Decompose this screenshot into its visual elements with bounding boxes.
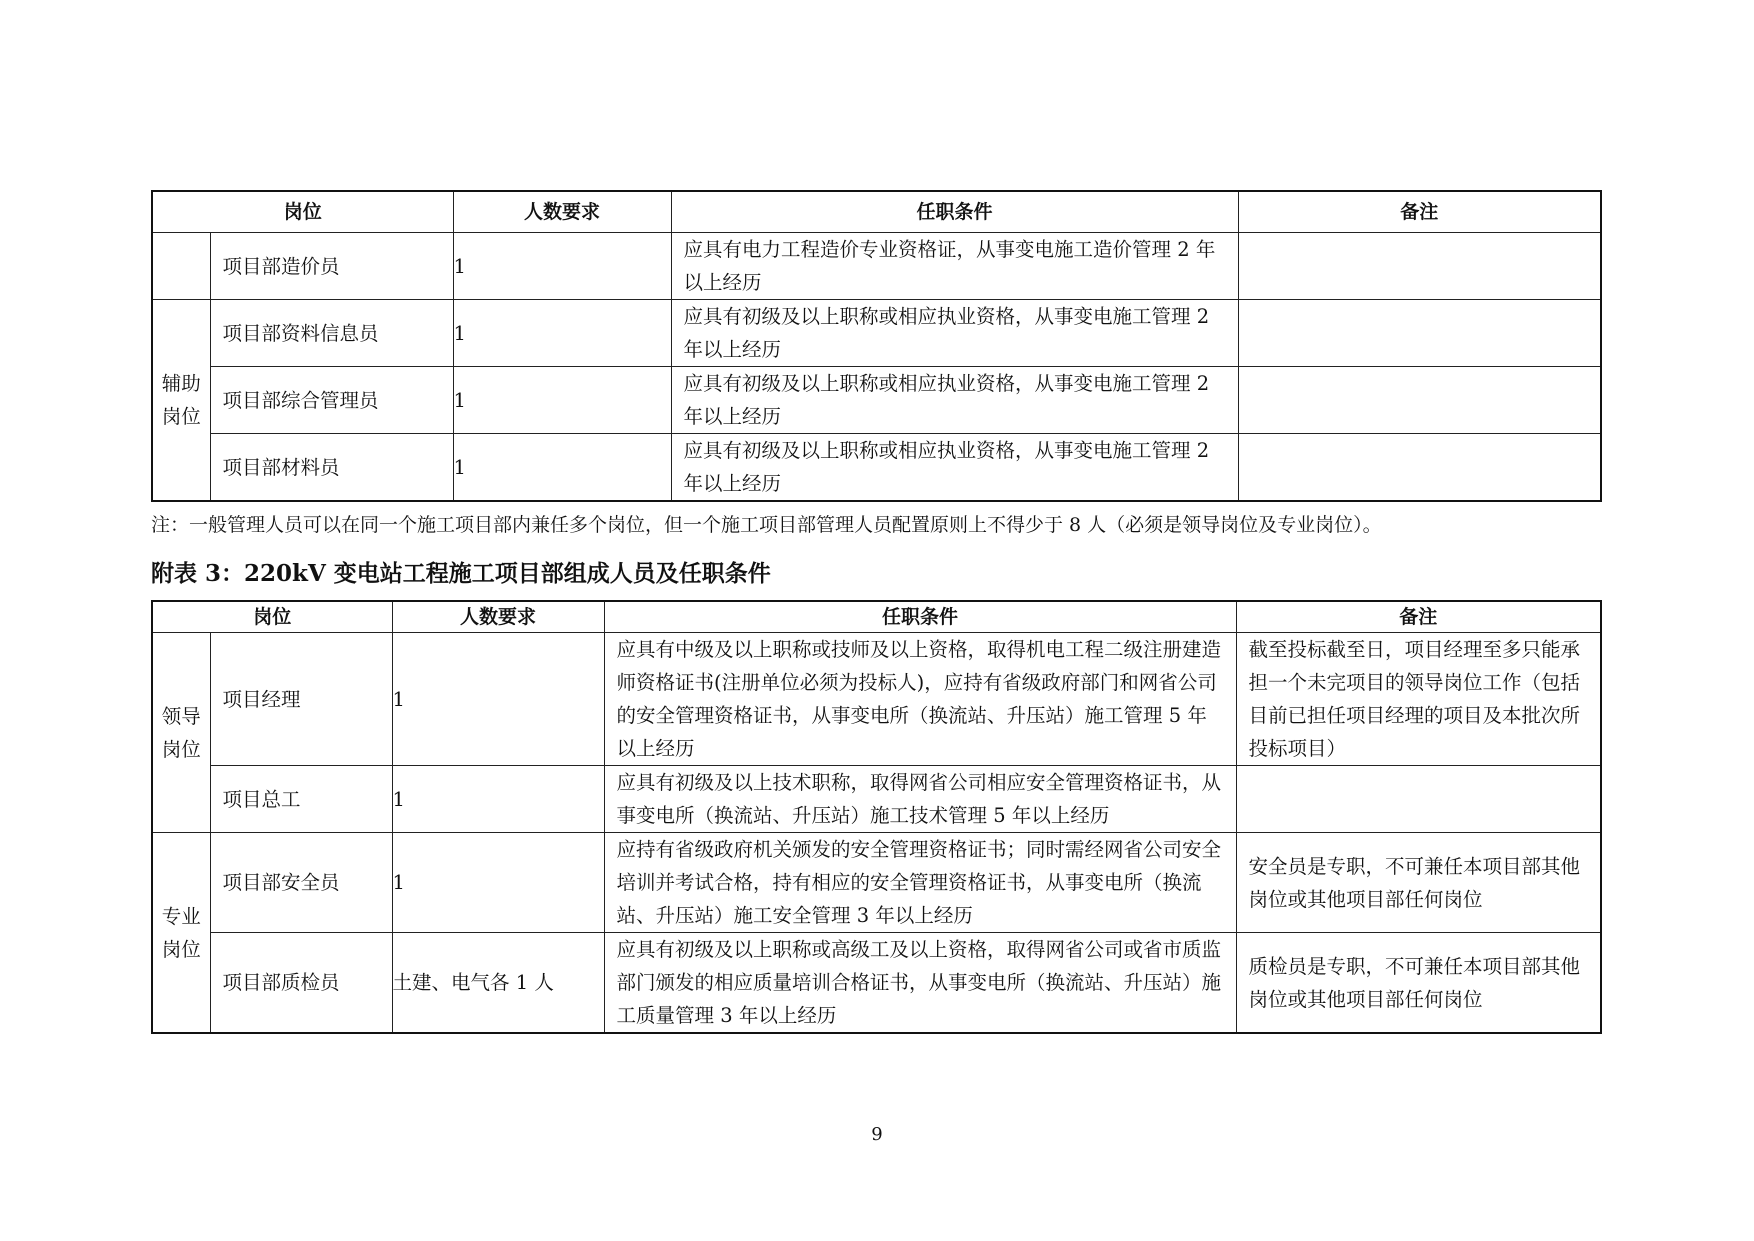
- remark-cell: 安全员是专职，不可兼任本项目部其他岗位或其他项目部任何岗位: [1236, 833, 1601, 933]
- appendix-title: 附表 3：220kV 变电站工程施工项目部组成人员及任职条件: [151, 560, 771, 587]
- requirement-cell: 应持有省级政府机关颁发的安全管理资格证书；同时需经网省公司安全培训并考试合格，持有相应的安全管理资格证书，从事变电所（换流站、升压站）施工安全管理 3 年以上经历: [604, 833, 1236, 933]
- position-cell: 项目部综合管理员: [210, 367, 453, 434]
- requirement-cell: 应具有初级及以上技术职称，取得网省公司相应安全管理资格证书，从事变电所（换流站、升压站）施工技术管理 5 年以上经历: [604, 766, 1236, 833]
- category-cell: 专业岗位: [152, 833, 210, 1034]
- table-row: [152, 633, 1601, 766]
- remark-cell: 质检员是专职，不可兼任本项目部其他岗位或其他项目部任何岗位: [1236, 933, 1601, 1034]
- header-count: 人数要求: [392, 601, 604, 633]
- category-cell: [152, 233, 210, 300]
- category-cell: 领导岗位: [152, 633, 210, 833]
- count-cell: 1: [392, 633, 604, 766]
- header-remark: 备注: [1238, 191, 1601, 233]
- remark-cell: [1238, 367, 1601, 434]
- remark-cell: [1238, 434, 1601, 502]
- remark-cell: [1238, 233, 1601, 300]
- header-requirement: 任职条件: [671, 191, 1238, 233]
- remark-cell: 截至投标截至日，项目经理至多只能承担一个未完项目的领导岗位工作（包括目前已担任项目经理的项目及本批次所投标项目）: [1236, 633, 1601, 766]
- header-remark: 备注: [1236, 601, 1601, 633]
- position-cell: 项目部造价员: [210, 233, 453, 300]
- requirement-cell: 应具有初级及以上职称或相应执业资格，从事变电施工管理 2 年以上经历: [671, 367, 1238, 434]
- count-cell: 1: [453, 300, 671, 367]
- count-cell: 1: [392, 766, 604, 833]
- requirement-cell: 应具有电力工程造价专业资格证，从事变电施工造价管理 2 年以上经历: [671, 233, 1238, 300]
- position-cell: 项目部安全员: [210, 833, 392, 933]
- page-number: 9: [871, 1124, 883, 1145]
- table-row: [152, 933, 1601, 1034]
- table-note: 注：一般管理人员可以在同一个施工项目部内兼任多个岗位，但一个施工项目部管理人员配置原则上不得少于 8 人（必须是领导岗位及专业岗位）。: [151, 514, 1382, 536]
- count-cell: 1: [453, 367, 671, 434]
- staffing-table-220kv: [151, 600, 1602, 1034]
- table-row: [152, 766, 1601, 833]
- category-cell: 辅助岗位: [152, 300, 210, 502]
- staffing-table-continued: [151, 190, 1602, 502]
- position-cell: 项目部材料员: [210, 434, 453, 502]
- remark-cell: [1236, 766, 1601, 833]
- requirement-cell: 应具有初级及以上职称或高级工及以上资格，取得网省公司或省市质监部门颁发的相应质量培训合格证书，从事变电所（换流站、升压站）施工质量管理 3 年以上经历: [604, 933, 1236, 1034]
- table-header-row: [152, 601, 1601, 633]
- position-cell: 项目经理: [210, 633, 392, 766]
- position-cell: 项目总工: [210, 766, 392, 833]
- table-row: [152, 300, 1601, 367]
- header-requirement: 任职条件: [604, 601, 1236, 633]
- header-position: 岗位: [152, 191, 453, 233]
- table-row: [152, 233, 1601, 300]
- table-header-row: [152, 191, 1601, 233]
- position-cell: 项目部质检员: [210, 933, 392, 1034]
- table-row: [152, 833, 1601, 933]
- table-row: [152, 434, 1601, 502]
- header-count: 人数要求: [453, 191, 671, 233]
- requirement-cell: 应具有中级及以上职称或技师及以上资格，取得机电工程二级注册建造师资格证书(注册单位必须为投标人)，应持有省级政府部门和网省公司的安全管理资格证书，从事变电所（换流站、升压站）施工管理 5 年以上经历: [604, 633, 1236, 766]
- remark-cell: [1238, 300, 1601, 367]
- position-cell: 项目部资料信息员: [210, 300, 453, 367]
- count-cell: 1: [453, 434, 671, 502]
- requirement-cell: 应具有初级及以上职称或相应执业资格，从事变电施工管理 2 年以上经历: [671, 300, 1238, 367]
- count-cell: 1: [392, 833, 604, 933]
- header-position: 岗位: [152, 601, 392, 633]
- count-cell: 1: [453, 233, 671, 300]
- count-cell: 土建、电气各 1 人: [392, 933, 604, 1034]
- requirement-cell: 应具有初级及以上职称或相应执业资格，从事变电施工管理 2 年以上经历: [671, 434, 1238, 502]
- table-row: [152, 367, 1601, 434]
